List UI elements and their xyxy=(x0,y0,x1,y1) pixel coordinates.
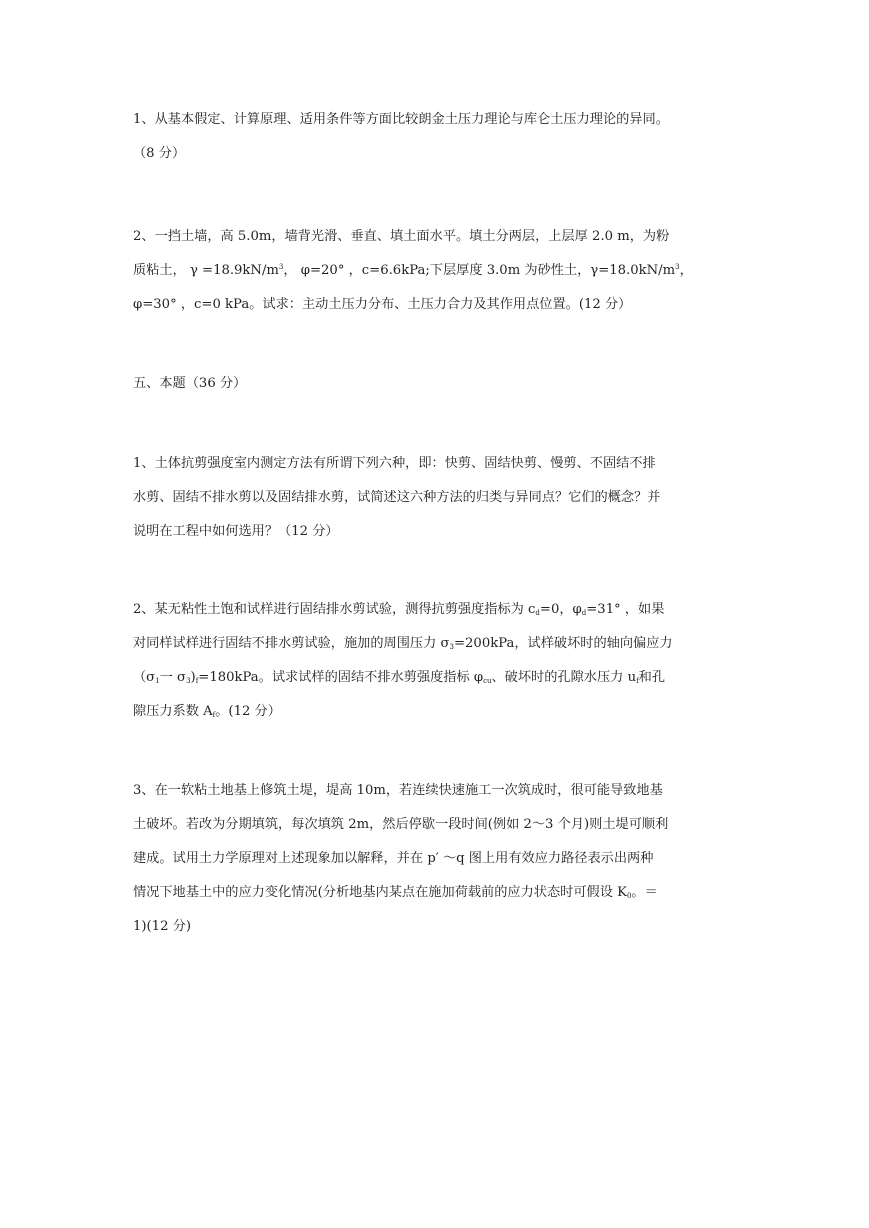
subscript: cu xyxy=(483,677,492,685)
question-line: 水剪、固结不排水剪以及固结排水剪，试简述这六种方法的归类与异同点？它们的概念？并 xyxy=(133,490,661,505)
question-line xyxy=(133,627,753,661)
text-run: （σ xyxy=(133,670,156,685)
question-line: 1、土体抗剪强度室内测定方法有所谓下列六种，即：快剪、固结快剪、慢剪、不固结不排 xyxy=(133,456,656,471)
text-run: 。＝ xyxy=(631,885,658,900)
question-4-2 xyxy=(133,220,753,322)
text-run: ) xyxy=(190,670,196,685)
question-line: 2、一挡土墙，高 5.0m，墙背光滑、垂直、填土面水平。填土分两层，上层厚 2.0 m，为粉 xyxy=(133,229,670,244)
section-heading: 五、本题（36 分） xyxy=(133,376,247,391)
text-run: 质粘土， γ =18.9kN/m xyxy=(133,263,279,278)
text-run: 和孔 xyxy=(638,670,666,685)
subscript: f xyxy=(195,677,199,685)
text-run: =200kPa，试样破坏时的轴向偏应力 xyxy=(453,636,673,651)
text-run: =0，φ xyxy=(539,602,582,617)
question-line xyxy=(133,876,753,910)
question-line: 3、在一软粘土地基上修筑土堤，堤高 10m，若连续快速施工一次筑成时，很可能导致地基 xyxy=(133,783,663,798)
question-line xyxy=(133,593,753,627)
text-run: 对同样试样进行固结不排水剪试验，施加的周围压力 σ xyxy=(133,636,450,651)
subscript: f xyxy=(636,677,639,685)
text-run: 隙压力系数 A xyxy=(133,704,213,719)
text-run: =180kPa。试求试样的固结不排水剪强度指标 φ xyxy=(198,670,484,685)
question-line xyxy=(133,661,753,695)
question-line: 说明在工程中如何选用？（12 分） xyxy=(133,524,339,539)
question-5-3 xyxy=(133,774,753,944)
question-line: （8 分） xyxy=(133,146,186,161)
subscript: 1 xyxy=(155,677,160,685)
question-line: 1)(12 分) xyxy=(133,919,191,934)
text-run: =31° ，如果 xyxy=(586,602,665,617)
question-line xyxy=(133,695,753,729)
question-5-1 xyxy=(133,447,753,549)
text-run: 。(12 分） xyxy=(215,704,281,719)
subscript: 3 xyxy=(186,677,191,685)
subscript: 0 xyxy=(626,892,632,900)
question-line: 土破坏。若改为分期填筑，每次填筑 2m，然后停歇一段时间(例如 2～3 个月)则土堤可顺利 xyxy=(133,817,669,832)
question-5-2 xyxy=(133,593,753,729)
subscript: f xyxy=(212,711,216,719)
text-run: 一 σ xyxy=(159,670,187,685)
text-run: 情况下地基土中的应力变化情况(分析地基内某点在施加荷载前的应力状态时可假设 K xyxy=(133,885,627,900)
question-line: 建成。试用土力学原理对上述现象加以解释，并在 p′ ～q 图上用有效应力路径表示出两种 xyxy=(133,851,654,866)
superscript: 3 xyxy=(278,263,284,271)
superscript: 3 xyxy=(675,263,680,271)
question-4-1 xyxy=(133,103,753,171)
text-run: 2、某无粘性土饱和试样进行固结排水剪试验，测得抗剪强度指标为 c xyxy=(133,602,536,617)
text-run: ， xyxy=(679,263,693,278)
question-line xyxy=(133,254,753,288)
subscript: 3 xyxy=(449,643,454,651)
question-line: 1、从基本假定、计算原理、适用条件等方面比较朗金土压力理论与库仑土压力理论的异同。 xyxy=(133,112,669,127)
text-run: ， φ=20° ，c=6.6kPa;下层厚度 3.0m 为砂性土，γ=18.0kN/m xyxy=(283,263,676,278)
question-line: φ=30° ，c=0 kPa。试求：主动土压力分布、土压力合力及其作用点位置。(12 分） xyxy=(133,297,632,312)
subscript: d xyxy=(535,609,540,617)
text-run: 、破坏时的孔隙水压力 u xyxy=(491,670,637,685)
subscript: d xyxy=(581,609,587,617)
